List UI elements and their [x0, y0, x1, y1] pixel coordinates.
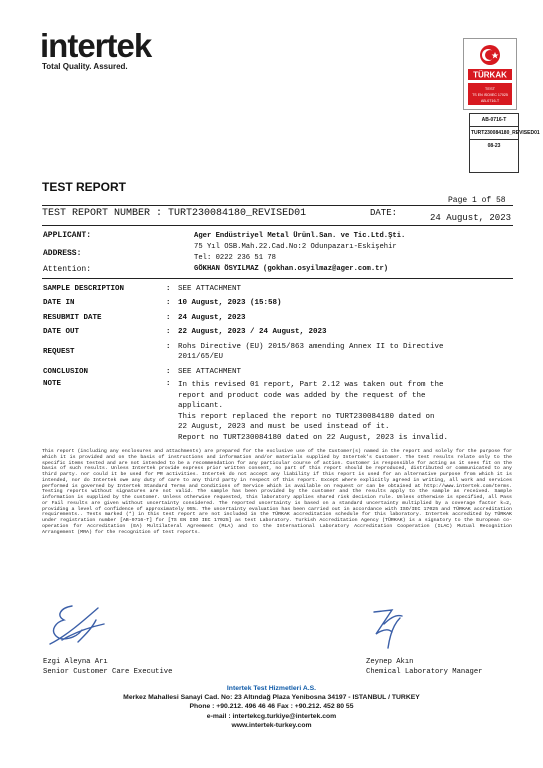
- report-number-label: TEST REPORT NUMBER :: [42, 208, 163, 219]
- signature-zeynep-icon: [362, 604, 412, 650]
- note-line: 22 August, 2023 and must be used instead of it.: [178, 423, 390, 432]
- note-line: applicant.: [178, 402, 224, 411]
- address-label: ADDRESS:: [43, 249, 82, 258]
- row-value-request-line2: 2011/65/EU: [178, 353, 224, 361]
- signatory-left-name: Ezgi Aleyna Arı: [43, 658, 108, 666]
- row-colon: :: [166, 368, 171, 376]
- title-top-rule: [42, 205, 513, 206]
- signatory-left: [43, 657, 172, 677]
- row-label-date-out: DATE OUT: [43, 328, 80, 336]
- legal-disclaimer: This report (including any enclosures and attachments) are prepared for the exclusive use of the Customer(s) named in the report and solely for the purpose for which it is provided and on the basis of instructions and information and/or materials supplied by Intertek's Customer. The test results relate only to the specific items tested and are not intended to be a recommendation for any particular course of action. Customer is responsible for acting as it sees fit on the basis of such results. Unless Intertek provide express prior written consent, no part of this report should be reproduced, distributed or communicated to any third party. nor could it be used for PR activities. Intertek do not accept any liability if this report is used for an alternative purpose from which it is intended, nor do Intertek owe any duty of care to any third party in respect of this report. Except where explicitly agreed in writing, all work and services performed is governed by Intertek Standard Terms and Conditions of Service which is available on request or can be obtained at http://www.intertek.com/terms. Testing reports without signatures are not valid. The sample has been provided by the customer and the results apply to the sample as received. Sample information is supplied by the customer. Unless otherwise requested, this laboratory applies shared risk decision rule. Unless otherwise is specified, all Pass or Fail results are given without uncertainty considered. The reported uncertainty is based on a standard uncertainty multiplied by a coverage factor k=2, providing a level of confidence of approximately 95%. The uncertainty evaluation has been carried out in accordance with ISO/IEC 17025 and TÜRKAK accreditation requirements.. Tests marked (*) in this test report are not included in the TÜRKAK accreditation schedule for this laboratory. Intertek accredited by TÜRKAK under registration number [AB-0716-T] for [TS EN ISO IEC 17025] as test Laboratory. Turkish Accreditation Agency (TÜRKAK) is a signatory to the European co-operation for Accreditation (EA) Multilateral Agreement (MLA) and to the International Laboratory Accreditation Cooperation (ILAC) Mutual Recognition Arrangement (MRA) for the recognition of test reports.: [42, 449, 512, 535]
- accreditation-code: AB-0716-T: [470, 114, 518, 127]
- row-label-sample-description: SAMPLE DESCRIPTION: [43, 285, 125, 293]
- report-title: TEST REPORT: [42, 180, 127, 194]
- report-number-row: [42, 208, 306, 219]
- title-bottom-rule: [42, 225, 513, 226]
- row-colon: :: [166, 343, 171, 351]
- signatory-right-title: Chemical Laboratory Manager: [366, 668, 483, 676]
- note-text: [178, 380, 508, 444]
- attention-label: Attention:: [43, 265, 92, 274]
- address-line1: 75 Yıl OSB.Mah.22.Cad.No:2 Odunpazarı-Eskişehir: [194, 243, 397, 251]
- row-label-resubmit-date: RESUBMIT DATE: [43, 314, 102, 322]
- turkak-line1: TEST: [484, 86, 496, 91]
- row-value-date-out: 22 August, 2023 / 24 August, 2023: [178, 328, 327, 336]
- attention-value: GÖKHAN ÖSYILMAZ (gokhan.osyilmaz@ager.com.tr): [194, 265, 389, 273]
- turkak-name: TÜRKAK: [473, 70, 507, 80]
- signatory-left-title: Senior Customer Care Executive: [43, 668, 173, 676]
- turkak-logo-icon: [464, 39, 516, 109]
- applicant-bottom-rule: [42, 278, 513, 279]
- report-date: 24 August, 2023: [430, 213, 512, 223]
- footer-company: Intertek Test Hizmetleri A.S.: [226, 685, 317, 692]
- row-colon: :: [166, 285, 171, 293]
- row-colon: :: [166, 328, 171, 336]
- signatory-right: [366, 657, 482, 677]
- row-label-note: NOTE: [43, 380, 62, 388]
- row-colon: :: [166, 299, 171, 307]
- note-line: This report replaced the report no TURT230084180 dated on: [178, 412, 435, 421]
- signatory-right-name: Zeynep Akın: [366, 658, 414, 666]
- note-line: In this revised 01 report, Part 2.12 was taken out from the: [178, 381, 444, 389]
- accreditation-reference-box: [469, 113, 540, 173]
- turkak-line2: TS EN ISO/IEC 17025: [472, 93, 508, 97]
- signature-ezgi-icon: [42, 600, 112, 648]
- footer-email: e-mail : intertekcg.turkiye@intertek.com: [206, 712, 337, 720]
- logo-tagline: Total Quality. Assured.: [42, 62, 128, 71]
- note-line: Report no TURT230084180 dated on 22 August, 2023 is invalid.: [178, 433, 449, 442]
- row-value-resubmit-date: 24 August, 2023: [178, 314, 246, 322]
- row-colon: :: [166, 380, 171, 388]
- date-label: DATE:: [370, 208, 398, 218]
- applicant-label: APPLICANT:: [43, 231, 92, 240]
- accreditation-report-number: TURT230084180_REVISED01: [470, 127, 518, 140]
- applicant-value: Ager Endüstriyel Metal Ürünl.San. ve Tic.Ltd.Şti.: [194, 232, 406, 240]
- footer-web: www.intertek-turkey.com: [231, 721, 312, 729]
- row-value-request-line1: Rohs Directive (EU) 2015/863 amending Annex II to Directive: [178, 343, 444, 351]
- footer-address: Merkez Mahallesi Sanayi Cad. No: 23 Altındağ Plaza Yenibosna 34197 - ISTANBUL / TURKEY: [123, 694, 420, 702]
- note-line: report and product code was added by the request of the: [178, 391, 426, 400]
- intertek-logo: intertek: [40, 27, 152, 64]
- row-colon: :: [166, 314, 171, 322]
- turkak-code: AB-0716-T: [480, 99, 500, 103]
- footer: [0, 684, 543, 730]
- turkak-accreditation-mark: [463, 38, 517, 110]
- row-label-request: REQUEST: [43, 348, 75, 356]
- page-indicator: Page 1 of 58: [448, 196, 506, 205]
- row-label-date-in: DATE IN: [43, 299, 75, 307]
- accreditation-date: 08-23: [487, 143, 501, 149]
- footer-phone: Phone : +90.212. 496 46 46 Fax : +90.212. 452 80 55: [189, 703, 354, 711]
- address-line2: Tel: 0222 236 51 78: [194, 254, 276, 262]
- row-value-conclusion: SEE ATTACHMENT: [178, 368, 242, 376]
- report-number: TURT230084180_REVISED01: [168, 208, 307, 219]
- row-value-date-in: 10 August, 2023 (15:58): [178, 299, 282, 307]
- row-label-conclusion: CONCLUSION: [43, 368, 89, 376]
- row-value-sample-description: SEE ATTACHMENT: [178, 285, 242, 293]
